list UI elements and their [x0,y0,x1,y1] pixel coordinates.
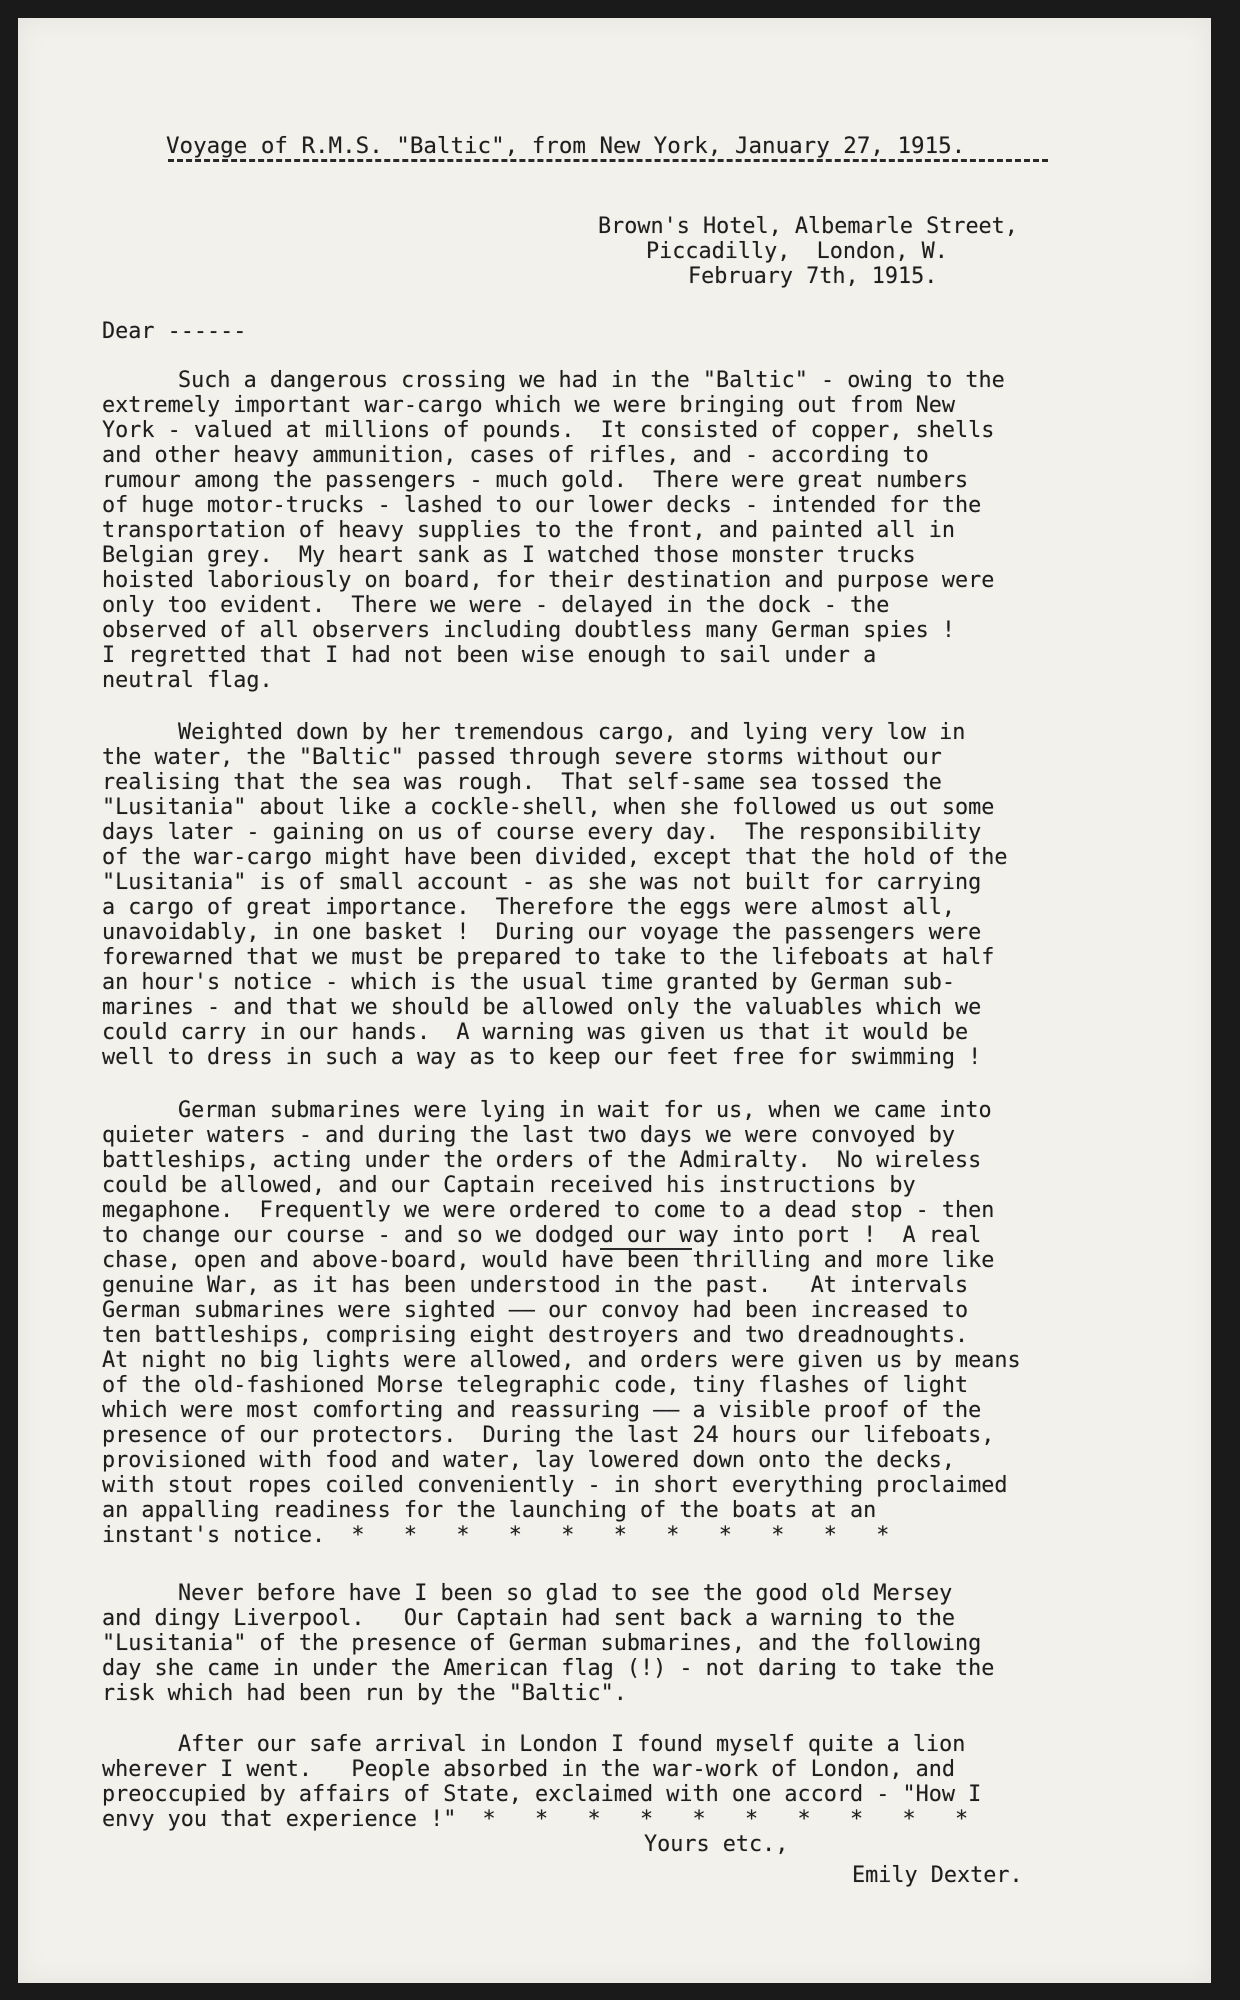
text-line: with stout ropes coiled conveniently - in short everything proclaimed [102,1473,1008,1498]
text-line: day she came in under the American flag (!) - not daring to take the [102,1656,995,1681]
text-line: a cargo of great importance. Therefore the eggs were almost all, [102,895,955,920]
signature: Emily Dexter. [852,1863,1023,1888]
text-line: battleships, acting under the orders of the Admiralty. No wireless [102,1148,982,1173]
text-line: Weighted down by her tremendous cargo, and lying very low in [178,720,966,745]
text-line: of huge motor-trucks - lashed to our lower decks - intended for the [102,493,982,518]
address-line-2: Piccadilly, London, W. [646,239,948,264]
text-line: "Lusitania" is of small account - as she was not built for carrying [102,870,982,895]
text-line: genuine War, as it has been understood in the past. At intervals [102,1273,969,1298]
text-line: extremely important war-cargo which we were bringing out from New [102,393,955,418]
text-line: "Lusitania" of the presence of German submarines, and the following [102,1631,982,1656]
text-line: Such a dangerous crossing we had in the "Baltic" - owing to the [178,368,1005,393]
text-line: days later - gaining on us of course every day. The responsibility [102,820,982,845]
text-line: an appalling readiness for the launching of the boats at an [102,1498,877,1523]
text-line: realising that the sea was rough. That self-same sea tossed the [102,770,942,795]
text-line: forewarned that we must be prepared to take to the lifeboats at half [102,945,995,970]
text-line: instant's notice. * * * * * * * * * * * [102,1523,890,1548]
text-line: hoisted laboriously on board, for their destination and purpose were [102,568,995,593]
text-line: I regretted that I had not been wise enough to sail under a [102,643,877,668]
text-line: could be allowed, and our Captain received his instructions by [102,1173,916,1198]
text-line: presence of our protectors. During the last 24 hours our lifeboats, [102,1423,995,1448]
text-line: megaphone. Frequently we were ordered to come to a dead stop - then [102,1198,995,1223]
text-line: the water, the "Baltic" passed through severe storms without our [102,745,942,770]
letter-title: Voyage of R.M.S. "Baltic", from New York, January 27, 1915. [166,133,966,159]
text-line: wherever I went. People absorbed in the war-work of London, and [102,1757,955,1782]
address-line-1: Brown's Hotel, Albemarle Street, [598,214,1018,239]
text-line: After our safe arrival in London I found myself quite a lion [178,1732,966,1757]
text-line: York - valued at millions of pounds. It consisted of copper, shells [102,418,995,443]
address-date: February 7th, 1915. [688,264,938,289]
text-line: and other heavy ammunition, cases of rifles, and - according to [102,443,929,468]
text-line: risk which had been run by the "Baltic". [102,1681,627,1706]
text-line: an hour's notice - which is the usual time granted by German sub- [102,970,955,995]
text-line: transportation of heavy supplies to the front, and painted all in [102,518,955,543]
closing: Yours etc., [644,1832,789,1857]
text-line: neutral flag. [102,668,273,693]
title-dashed-rule [168,159,1048,162]
text-line: of the old-fashioned Morse telegraphic code, tiny flashes of light [102,1373,969,1398]
salutation: Dear ------ [102,319,247,344]
text-line: preoccupied by affairs of State, exclaimed with one accord - "How I [102,1782,982,1807]
text-line: At night no big lights were allowed, and orders were given us by means [102,1348,1021,1373]
text-line: German submarines were sighted —— our convoy had been increased to [102,1298,969,1323]
text-line: quieter waters - and during the last two days we were convoyed by [102,1123,955,1148]
text-line: of the war-cargo might have been divided, except that the hold of the [102,845,1008,870]
text-line: unavoidably, in one basket ! During our voyage the passengers were [102,920,982,945]
text-line: chase, open and above-board, would have been thrilling and more like [102,1248,995,1273]
text-line: ten battleships, comprising eight destroyers and two dreadnoughts. [102,1323,969,1348]
text-line: well to dress in such a way as to keep our feet free for swimming ! [102,1045,982,1070]
text-line: and dingy Liverpool. Our Captain had sent back a warning to the [102,1606,955,1631]
text-line: which were most comforting and reassuring —— a visible proof of the [102,1398,982,1423]
letter-page [18,18,1211,1983]
text-line: observed of all observers including doubtless many German spies ! [102,618,955,643]
text-line: Never before have I been so glad to see the good old Mersey [178,1581,953,1606]
text-line: to change our course - and so we dodged our way into port ! A real [102,1223,982,1248]
text-line: Belgian grey. My heart sank as I watched those monster trucks [102,543,916,568]
text-line: marines - and that we should be allowed only the valuables which we [102,995,982,1020]
text-line: could carry in our hands. A warning was given us that it would be [102,1020,969,1045]
text-line: envy you that experience !" * * * * * * * * * * [102,1807,969,1832]
text-line: German submarines were lying in wait for us, when we came into [178,1098,992,1123]
text-line: only too evident. There we were - delayed in the dock - the [102,593,890,618]
text-line: rumour among the passengers - much gold. There were great numbers [102,468,969,493]
text-line: provisioned with food and water, lay lowered down onto the decks, [102,1448,955,1473]
text-line: "Lusitania" about like a cockle-shell, when she followed us out some [102,795,995,820]
